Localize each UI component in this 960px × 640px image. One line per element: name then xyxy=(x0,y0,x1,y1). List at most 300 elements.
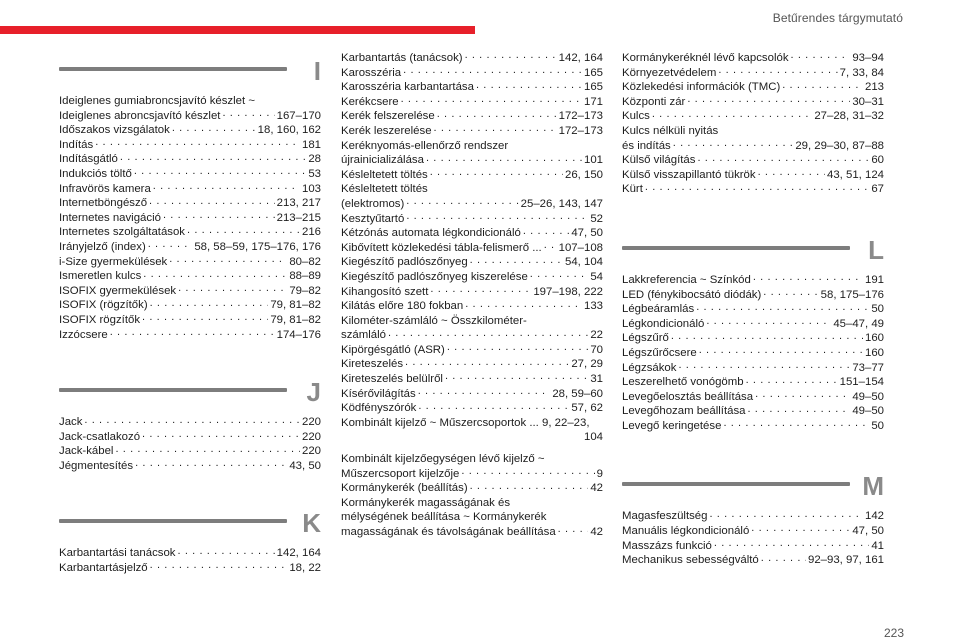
index-entry[interactable] xyxy=(341,66,603,81)
index-entry[interactable] xyxy=(341,168,603,183)
dot-leader xyxy=(178,284,287,294)
index-entry[interactable] xyxy=(341,372,603,387)
index-entry-continued: Kombinált kijelző ~ Műszercsoportok ... 9, 22–23, xyxy=(341,416,590,429)
entry-pages[interactable]: 79, 81–82 xyxy=(270,313,321,326)
index-entry-continued: Ideiglenes gumiabroncsjavító készlet ~ xyxy=(59,95,255,107)
entry-pages[interactable]: 47, 50 xyxy=(852,525,884,538)
entry-term: Kesztyűtartó xyxy=(341,212,405,225)
entry-pages[interactable]: 26, 150 xyxy=(564,168,603,181)
dot-leader xyxy=(148,240,193,250)
entry-term: Késleltetett töltés xyxy=(341,168,428,181)
entry-pages[interactable]: 27, 29 xyxy=(571,358,603,371)
index-entry-continued: mélységének beállítása ~ Kormánykerék xyxy=(341,511,547,524)
index-entry[interactable] xyxy=(622,302,884,317)
dot-leader xyxy=(84,415,300,425)
index-entry[interactable] xyxy=(622,375,884,390)
dot-leader xyxy=(430,168,563,178)
index-section xyxy=(59,500,321,575)
entry-pages[interactable]: 54, 104 xyxy=(564,256,603,269)
entry-term: Légkondicionáló xyxy=(622,317,705,330)
entry-term: Kulcs xyxy=(622,110,650,123)
dot-leader xyxy=(671,331,863,341)
dot-leader xyxy=(709,509,863,519)
entry-pages[interactable]: 47, 50 xyxy=(571,227,603,240)
section-letter: M xyxy=(862,471,884,502)
index-entry[interactable] xyxy=(622,95,884,110)
entry-term: Kiegészítő padlószőnyeg kiszerelése xyxy=(341,270,528,283)
entry-pages[interactable]: 213 xyxy=(864,81,884,94)
entry-pages[interactable]: 165 xyxy=(583,81,603,94)
entry-term: Levegő keringetése xyxy=(622,419,722,432)
page-header-title: Betűrendes tárgymutató xyxy=(772,11,903,25)
dot-leader xyxy=(178,546,275,556)
index-entry[interactable] xyxy=(59,459,321,474)
entry-term: Internetböngésző xyxy=(59,197,148,210)
index-entry[interactable] xyxy=(341,285,603,300)
entry-term: Infravörös kamera xyxy=(59,182,151,195)
entry-term: Karbantartásjelző xyxy=(59,562,148,575)
entry-pages[interactable]: 57, 62 xyxy=(571,402,603,415)
entry-term: Internetes navigáció xyxy=(59,211,161,224)
entry-pages[interactable]: 31 xyxy=(590,373,603,386)
entry-pages[interactable]: 172–173 xyxy=(558,124,603,137)
index-entry[interactable] xyxy=(59,415,321,430)
dot-leader xyxy=(763,288,818,298)
dot-leader xyxy=(714,539,869,549)
index-entry[interactable] xyxy=(341,343,603,358)
entry-term: magasságának és távolságának beállítása xyxy=(341,526,556,538)
entry-term: Kihangosító szett xyxy=(341,285,429,298)
entry-pages[interactable]: 52 xyxy=(590,212,603,225)
index-entry[interactable] xyxy=(59,269,321,284)
entry-term: Külső visszapillantó tükrök xyxy=(622,168,756,181)
entry-term: Izzócsere xyxy=(59,328,108,341)
section-letter: J xyxy=(306,377,321,408)
index-entry[interactable] xyxy=(341,255,603,270)
index-entry[interactable] xyxy=(341,299,603,314)
index-entry[interactable] xyxy=(59,196,321,211)
index-entry[interactable] xyxy=(341,525,603,540)
dot-leader xyxy=(465,51,557,61)
entry-pages[interactable]: 220 xyxy=(301,445,321,458)
entry-term: Levegőhozam beállítása xyxy=(622,405,746,418)
index-entry[interactable] xyxy=(341,80,603,95)
index-entry[interactable] xyxy=(622,139,884,154)
entry-term: Légzsákok xyxy=(622,361,677,374)
dot-leader xyxy=(476,80,582,90)
index-entry[interactable] xyxy=(622,51,884,66)
index-entry[interactable] xyxy=(341,467,603,482)
index-entry[interactable] xyxy=(59,167,321,182)
index-entry[interactable] xyxy=(341,270,603,285)
index-entry[interactable] xyxy=(341,212,603,227)
entry-pages[interactable]: 30–31 xyxy=(852,95,884,108)
index-entry[interactable] xyxy=(341,357,603,372)
entry-pages[interactable]: 43, 50 xyxy=(289,459,321,472)
index-entry[interactable] xyxy=(622,539,884,554)
dot-leader xyxy=(142,430,300,440)
dot-leader xyxy=(445,372,588,382)
entry-term: újrainicializálása xyxy=(341,154,424,167)
index-entry[interactable] xyxy=(622,288,884,303)
entry-pages[interactable]: 18, 22 xyxy=(289,562,321,575)
entry-term: ISOFIX rögzítők xyxy=(59,313,141,326)
index-entry[interactable] xyxy=(59,225,321,240)
index-entry[interactable] xyxy=(341,95,603,110)
entry-pages[interactable]: 133 xyxy=(583,300,603,313)
dot-leader xyxy=(530,270,589,280)
entry-term: Irányjelző (index) xyxy=(59,240,146,253)
entry-term: Műszercsoport kijelzője xyxy=(341,467,460,480)
entry-term: Kibővített közlekedési tábla-felismerő ... xyxy=(341,241,542,254)
index-entry[interactable] xyxy=(622,361,884,376)
entry-pages[interactable]: 88–89 xyxy=(289,270,321,283)
section-divider xyxy=(59,388,287,392)
index-entry[interactable] xyxy=(341,153,603,168)
index-entry-continued: Kulcs nélküli nyitás xyxy=(622,124,719,137)
entry-term: és indítás xyxy=(622,139,671,152)
entry-pages[interactable]: 60 xyxy=(871,154,884,167)
entry-pages[interactable]: 220 xyxy=(301,430,321,443)
entry-pages[interactable]: 213, 217 xyxy=(276,197,321,210)
entry-pages[interactable]: 151–154 xyxy=(839,376,884,389)
index-entry-continued: Kormánykerék magasságának és xyxy=(341,496,511,509)
index-section xyxy=(341,51,603,540)
index-entry[interactable] xyxy=(59,284,321,299)
dot-leader xyxy=(461,467,594,477)
index-entry[interactable] xyxy=(622,346,884,361)
entry-pages[interactable]: 174–176 xyxy=(276,328,321,341)
entry-term: Kilátás előre 180 fokban xyxy=(341,300,464,313)
entry-term: Kétzónás automata légkondicionáló xyxy=(341,227,521,240)
index-entry[interactable] xyxy=(59,211,321,226)
dot-leader xyxy=(465,299,582,309)
index-entry[interactable] xyxy=(622,317,884,332)
index-column-1 xyxy=(59,48,321,576)
entry-pages[interactable]: 28 xyxy=(308,153,321,166)
entry-term: Ideiglenes abroncsjavító készlet xyxy=(59,109,221,122)
index-entry[interactable] xyxy=(59,123,321,138)
entry-pages[interactable]: 54 xyxy=(590,270,603,283)
dot-leader xyxy=(134,167,307,177)
dot-leader xyxy=(782,80,863,90)
index-entry[interactable] xyxy=(622,182,884,197)
entry-pages[interactable]: 41 xyxy=(871,539,884,552)
dot-leader xyxy=(150,561,288,571)
entry-term: (elektromos) xyxy=(341,197,405,210)
index-entry[interactable] xyxy=(59,152,321,167)
index-entry[interactable] xyxy=(622,390,884,405)
entry-pages[interactable]: 103 xyxy=(301,182,321,195)
dot-leader xyxy=(652,109,812,119)
index-entry[interactable] xyxy=(622,553,884,568)
entry-pages[interactable]: 73–77 xyxy=(852,361,884,374)
section-letter: K xyxy=(302,508,321,539)
entry-pages[interactable]: 43, 51, 124 xyxy=(826,168,884,181)
index-entry[interactable] xyxy=(341,241,603,256)
entry-term: Jégmentesítés xyxy=(59,459,134,472)
entry-term: Kísérővilágítás xyxy=(341,387,416,400)
dot-leader xyxy=(430,285,531,295)
dot-leader xyxy=(678,361,850,371)
index-entry[interactable] xyxy=(622,109,884,124)
index-entry[interactable] xyxy=(341,226,603,241)
entry-pages[interactable]: 171 xyxy=(583,95,603,108)
index-entry[interactable] xyxy=(341,197,603,212)
index-entry-continued: Késleltetett töltés xyxy=(341,183,428,196)
index-entry-continued: Kombinált kijelzőegységen lévő kijelző ~ xyxy=(341,453,545,466)
index-entry[interactable] xyxy=(59,313,321,328)
entry-term: Kerék leszerelése xyxy=(341,124,432,137)
index-entry-continued: Keréknyomás-ellenőrző rendszer xyxy=(341,139,509,152)
entry-pages[interactable]: 28, 59–60 xyxy=(552,387,603,400)
dot-leader xyxy=(405,357,569,367)
dot-leader xyxy=(761,553,806,563)
dot-leader xyxy=(699,346,863,356)
entry-pages[interactable]: 181 xyxy=(301,138,321,151)
entry-term: Időszakos vizsgálatok xyxy=(59,124,170,137)
dot-leader xyxy=(673,139,794,149)
entry-term: Indítás xyxy=(59,138,94,151)
index-section xyxy=(622,463,884,567)
entry-term: Indításgátló xyxy=(59,153,118,166)
dot-leader xyxy=(406,197,518,207)
dot-leader xyxy=(150,298,269,308)
entry-pages[interactable]: 25–26, 143, 147 xyxy=(520,197,603,210)
index-entry[interactable] xyxy=(341,387,603,402)
entry-pages[interactable]: 142, 164 xyxy=(276,547,321,560)
dot-leader xyxy=(418,387,551,397)
dot-leader xyxy=(143,269,287,279)
section-divider xyxy=(59,67,287,71)
entry-pages[interactable]: 49–50 xyxy=(852,390,884,403)
entry-term: ISOFIX gyermekülések xyxy=(59,284,177,297)
dot-leader xyxy=(388,328,588,338)
index-column-2 xyxy=(341,51,603,540)
entry-pages[interactable]: 18, 160, 162 xyxy=(257,124,321,137)
index-entry[interactable] xyxy=(59,240,321,255)
dot-leader xyxy=(401,95,582,105)
entry-pages[interactable]: 79–82 xyxy=(289,284,321,297)
dot-leader xyxy=(110,328,275,338)
dot-leader xyxy=(447,343,588,353)
entry-pages[interactable]: 107–108 xyxy=(558,241,603,254)
entry-pages[interactable]: 58, 58–59, 175–176, 176 xyxy=(194,240,321,253)
dot-leader xyxy=(706,317,831,327)
dot-leader xyxy=(558,525,589,535)
index-entry[interactable] xyxy=(341,401,603,416)
entry-pages[interactable]: 50 xyxy=(871,419,884,432)
dot-leader xyxy=(751,524,850,534)
entry-pages[interactable]: 167–170 xyxy=(276,109,321,122)
index-entry[interactable] xyxy=(59,138,321,153)
entry-term: i-Size gyermekülések xyxy=(59,255,168,268)
dot-leader xyxy=(747,404,850,414)
dot-leader xyxy=(753,273,863,283)
index-entry[interactable] xyxy=(341,109,603,124)
entry-term: Kiegészítő padlószőnyeg xyxy=(341,256,468,269)
dot-leader xyxy=(470,255,563,265)
dot-leader xyxy=(544,241,557,251)
entry-term: Karosszéria xyxy=(341,66,402,79)
entry-pages[interactable]: 67 xyxy=(871,183,884,196)
entry-term: Levegőelosztás beállítása xyxy=(622,390,754,403)
entry-term: Mechanikus sebességváltó xyxy=(622,554,759,567)
index-entry[interactable] xyxy=(59,109,321,124)
entry-term: Légszűrő xyxy=(622,332,669,345)
dot-leader xyxy=(723,419,869,429)
index-entry[interactable] xyxy=(59,255,321,270)
index-column-3 xyxy=(622,51,884,568)
entry-pages[interactable]: 22 xyxy=(590,329,603,342)
entry-pages[interactable]: 142 xyxy=(864,510,884,523)
index-entry[interactable] xyxy=(622,153,884,168)
entry-term: Indukciós töltő xyxy=(59,167,132,180)
index-entry[interactable] xyxy=(622,273,884,288)
index-entry-pages-continued: 104 xyxy=(583,431,603,444)
entry-term: Leszerelhető vonógömb xyxy=(622,376,744,389)
section-header xyxy=(59,369,321,415)
index-entry[interactable] xyxy=(341,124,603,139)
entry-term: Kerék felszerelése xyxy=(341,110,435,123)
dot-leader xyxy=(758,168,825,178)
index-entry[interactable] xyxy=(59,430,321,445)
index-entry[interactable] xyxy=(622,524,884,539)
section-header xyxy=(59,48,321,94)
index-entry[interactable] xyxy=(59,182,321,197)
entry-pages[interactable]: 50 xyxy=(871,303,884,316)
dot-leader xyxy=(418,401,569,411)
entry-term: Légbeáramlás xyxy=(622,303,695,316)
index-entry[interactable] xyxy=(622,404,884,419)
dot-leader xyxy=(437,109,557,119)
index-section xyxy=(59,369,321,473)
section-divider xyxy=(622,482,850,486)
index-entry[interactable] xyxy=(622,168,884,183)
entry-pages[interactable]: 101 xyxy=(583,154,603,167)
entry-term: Kireteszelés xyxy=(341,358,404,371)
entry-pages[interactable]: 93–94 xyxy=(852,52,884,64)
index-entry[interactable] xyxy=(341,481,603,496)
section-divider xyxy=(59,519,287,523)
entry-pages[interactable]: 45–47, 49 xyxy=(833,317,884,330)
section-header xyxy=(622,463,884,509)
entry-pages[interactable]: 58, 175–176 xyxy=(820,288,884,301)
index-section xyxy=(622,51,884,197)
entry-pages[interactable]: 70 xyxy=(590,343,603,356)
dot-leader xyxy=(697,153,869,163)
entry-term: Kipörgésgátló (ASR) xyxy=(341,343,445,356)
entry-pages[interactable]: 142, 164 xyxy=(558,52,603,64)
dot-leader xyxy=(645,182,869,192)
dot-leader xyxy=(95,138,300,148)
entry-term: Karbantartás (tanácsok) xyxy=(341,52,463,64)
index-entry[interactable] xyxy=(341,328,603,343)
entry-term: Jack xyxy=(59,416,83,429)
page-number: 223 xyxy=(883,626,904,640)
entry-pages[interactable]: 197–198, 222 xyxy=(533,285,603,298)
dot-leader xyxy=(142,313,268,323)
entry-term: LED (fénykibocsátó diódák) xyxy=(622,288,762,301)
dot-leader xyxy=(153,182,300,192)
entry-term: Karbantartási tanácsok xyxy=(59,547,176,560)
entry-term: Lakkreferencia ~ Színkód xyxy=(622,273,751,286)
entry-pages[interactable]: 49–50 xyxy=(852,405,884,418)
entry-pages[interactable]: 7, 33, 84 xyxy=(839,66,884,79)
entry-pages[interactable]: 42 xyxy=(590,526,603,538)
dot-leader xyxy=(718,66,837,76)
entry-term: Kerékcsere xyxy=(341,95,399,108)
dot-leader xyxy=(135,459,287,469)
entry-term: Kürt xyxy=(622,183,643,196)
entry-term: Jack-csatlakozó xyxy=(59,430,141,443)
dot-leader xyxy=(791,51,851,61)
entry-pages[interactable]: 165 xyxy=(583,66,603,79)
entry-pages[interactable]: 79, 81–82 xyxy=(270,299,321,312)
index-section xyxy=(59,48,321,342)
dot-leader xyxy=(149,196,275,206)
entry-pages[interactable]: 42 xyxy=(590,482,603,495)
section-letter: L xyxy=(868,234,884,265)
entry-pages[interactable]: 191 xyxy=(864,273,884,286)
entry-pages[interactable]: 213–215 xyxy=(276,211,321,224)
index-entry[interactable] xyxy=(622,331,884,346)
index-entry[interactable] xyxy=(59,328,321,343)
index-entry[interactable] xyxy=(59,546,321,561)
entry-pages[interactable]: 80–82 xyxy=(289,255,321,268)
index-entry[interactable] xyxy=(622,509,884,524)
index-entry[interactable] xyxy=(622,66,884,81)
dot-leader xyxy=(172,123,256,133)
entry-pages[interactable]: 216 xyxy=(301,226,321,239)
entry-term: Külső világítás xyxy=(622,154,696,167)
header-red-bar xyxy=(0,26,475,34)
index-entry[interactable] xyxy=(622,419,884,434)
entry-term: Központi zár xyxy=(622,95,686,108)
entry-pages[interactable]: 53 xyxy=(308,167,321,180)
entry-pages[interactable]: 9 xyxy=(596,467,603,480)
entry-pages[interactable]: 160 xyxy=(864,332,884,345)
entry-pages[interactable]: 172–173 xyxy=(558,110,603,123)
entry-pages[interactable]: 160 xyxy=(864,346,884,359)
section-header xyxy=(59,500,321,546)
entry-pages[interactable]: 29, 29–30, 87–88 xyxy=(795,139,884,152)
entry-pages[interactable]: 220 xyxy=(301,416,321,429)
index-entry-continued: Kilométer-számláló ~ Összkilométer- xyxy=(341,314,527,327)
dot-leader xyxy=(687,95,850,105)
entry-term: Kireteszelés belülről xyxy=(341,373,443,386)
entry-term: Magasfeszültség xyxy=(622,510,708,523)
entry-term: Manuális légkondicionáló xyxy=(622,525,750,538)
dot-leader xyxy=(120,152,306,162)
entry-term: Környezetvédelem xyxy=(622,66,717,79)
entry-term: ISOFIX (rögzítők) xyxy=(59,299,148,312)
entry-term: Légszűrőcsere xyxy=(622,346,697,359)
dot-leader xyxy=(434,124,557,134)
entry-term: Internetes szolgáltatások xyxy=(59,226,186,239)
index-entry[interactable] xyxy=(341,51,603,66)
dot-leader xyxy=(696,302,869,312)
entry-term: Jack-kábel xyxy=(59,445,114,458)
section-header xyxy=(622,227,884,273)
index-entry[interactable] xyxy=(59,444,321,459)
entry-pages[interactable]: 27–28, 31–32 xyxy=(814,110,884,123)
index-entry[interactable] xyxy=(622,80,884,95)
index-entry[interactable] xyxy=(59,561,321,576)
index-entry[interactable] xyxy=(59,298,321,313)
entry-pages[interactable]: 92–93, 97, 161 xyxy=(807,554,884,567)
entry-term: Ködfényszórók xyxy=(341,402,417,415)
